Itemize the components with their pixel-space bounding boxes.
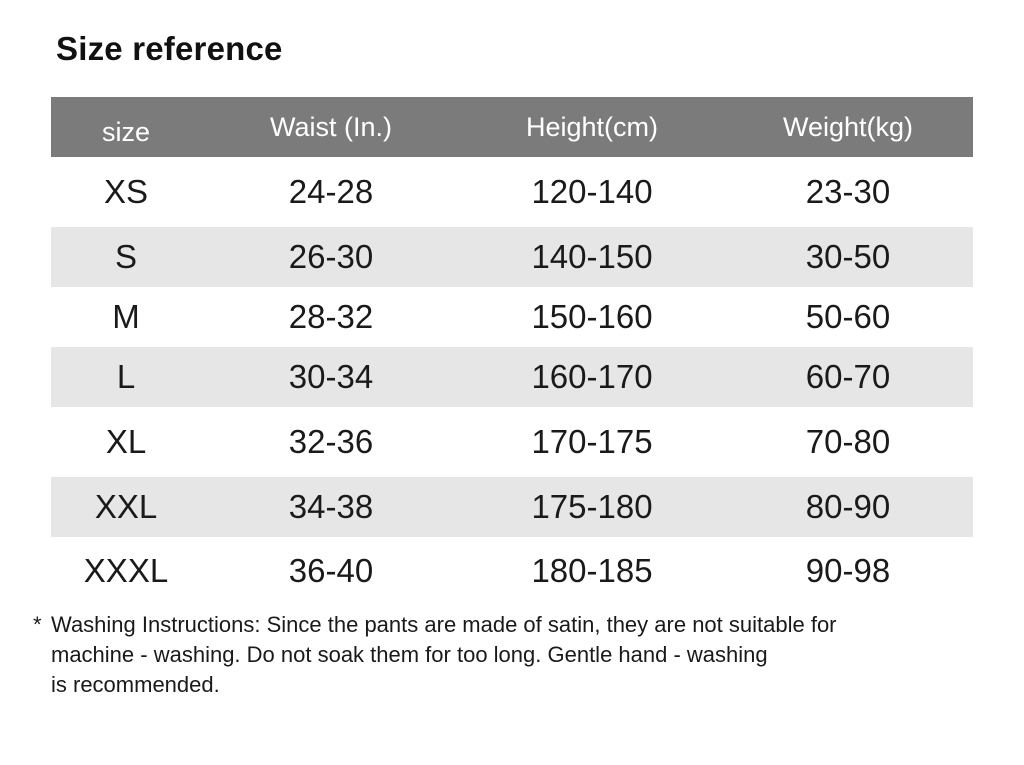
height-cell: 175-180 [531, 488, 653, 525]
table-header-row [51, 97, 973, 157]
height-cell: 140-150 [531, 238, 653, 275]
size-cell: M [112, 298, 140, 335]
header-waist: Waist (In.) [269, 111, 392, 142]
waist-cell: 26-30 [288, 238, 374, 275]
size-cell: XXL [94, 488, 158, 525]
note-line-3: is recommended. [51, 672, 220, 697]
page-title: Size reference [56, 30, 283, 67]
waist-cell: 24-28 [288, 173, 374, 210]
height-cell: 180-185 [531, 552, 653, 589]
table-row [51, 287, 973, 347]
height-cell: 160-170 [531, 358, 653, 395]
weight-cell: 80-90 [805, 488, 891, 525]
table-row [51, 227, 973, 287]
size-cell: XXXL [83, 552, 169, 589]
waist-cell: 28-32 [288, 298, 374, 335]
weight-cell: 70-80 [805, 423, 891, 460]
note-line-1: Washing Instructions: Since the pants are made of satin, they are not suitable for [51, 612, 837, 637]
height-cell: 170-175 [531, 423, 653, 460]
table-row [51, 537, 973, 605]
height-cell: 120-140 [531, 173, 653, 210]
weight-cell: 90-98 [805, 552, 891, 589]
header-height: Height(cm) [525, 111, 659, 142]
weight-cell: 50-60 [805, 298, 891, 335]
size-cell: S [114, 238, 137, 275]
table-row [51, 407, 973, 477]
size-cell: XS [103, 173, 149, 210]
note-line-2: machine - washing. Do not soak them for too long. Gentle hand - washing [51, 642, 768, 667]
table-row [51, 157, 973, 227]
washing-note [33, 610, 993, 700]
waist-cell: 36-40 [288, 552, 374, 589]
header-weight: Weight(kg) [782, 111, 914, 142]
weight-cell: 30-50 [805, 238, 891, 275]
height-cell: 150-160 [531, 298, 653, 335]
size-cell: XL [105, 423, 147, 460]
table-row [51, 477, 973, 537]
waist-cell: 34-38 [288, 488, 374, 525]
weight-cell: 60-70 [805, 358, 891, 395]
waist-cell: 32-36 [288, 423, 374, 460]
weight-cell: 23-30 [805, 173, 891, 210]
table-row [51, 347, 973, 407]
note-marker: * [33, 612, 42, 637]
header-size: size [101, 116, 150, 147]
size-cell: L [116, 358, 136, 395]
size-table [51, 97, 973, 605]
waist-cell: 30-34 [288, 358, 374, 395]
